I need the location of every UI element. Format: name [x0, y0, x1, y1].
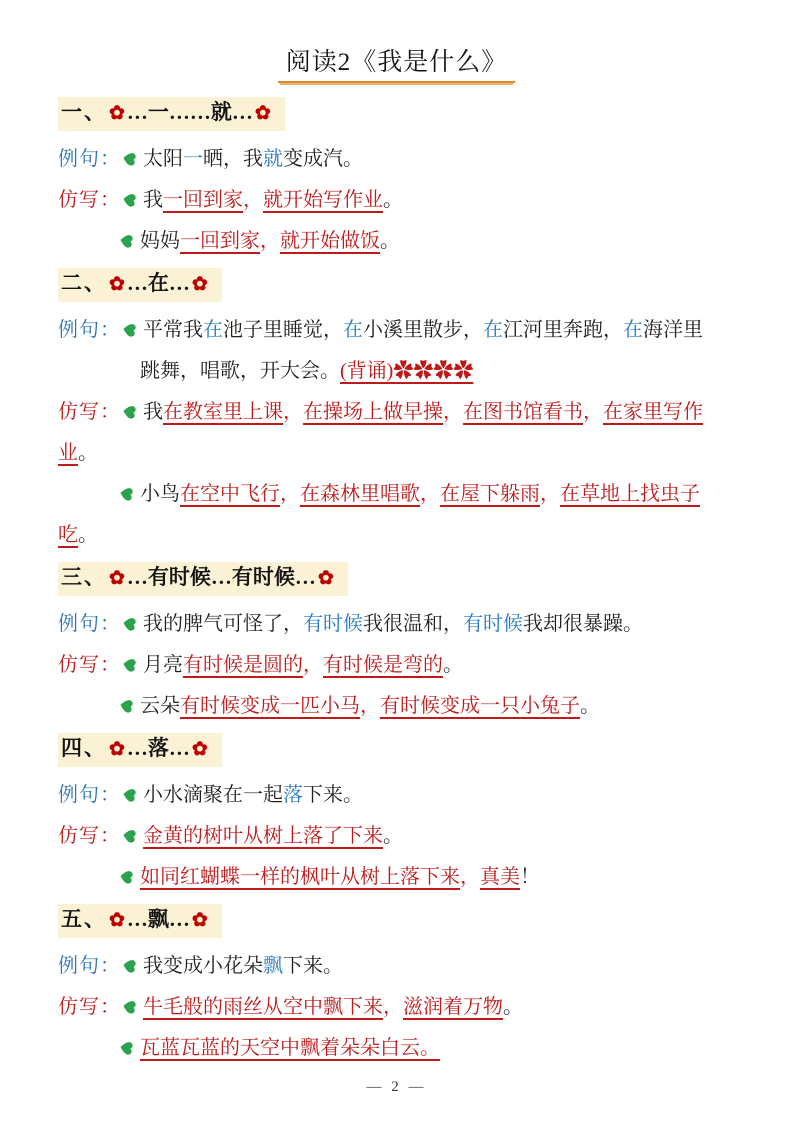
example-sentence-row — [58, 316, 735, 344]
imitation-label: 仿写： — [58, 654, 121, 676]
additional-sentence-row — [58, 692, 735, 720]
example-sentence-row — [58, 610, 735, 638]
sentence-text: 业。 — [58, 442, 98, 464]
page-number: — 2 — — [366, 1079, 427, 1095]
additional-sentence-row — [58, 863, 735, 891]
imitation-sentence-row — [58, 993, 735, 1021]
imitation-label: 仿写： — [58, 825, 121, 847]
imitation-sentence-row — [58, 186, 735, 214]
leaf-bullet-icon — [121, 957, 143, 975]
sentence-text: 云朵有时候变成一匹小马，有时候变成一只小兔子。 — [140, 695, 600, 717]
sentence-text: 如同红蝴蝶一样的枫叶从树上落下来，真美！ — [140, 866, 540, 888]
section-number: 三、 — [61, 565, 107, 589]
page-title: 阅读2《我是什么》 — [278, 42, 516, 83]
leaf-bullet-icon — [118, 232, 140, 250]
imitation-sentence-row — [58, 398, 735, 426]
sentence-text: 平常我在池子里睡觉，在小溪里散步，在江河里奔跑，在海洋里 — [143, 319, 703, 341]
section-number: 二、 — [61, 271, 107, 295]
leaf-bullet-icon — [121, 656, 143, 674]
additional-sentence-row — [58, 1034, 735, 1062]
section-pattern: …落… — [126, 736, 190, 760]
sentence-text: 吃。 — [58, 524, 98, 546]
flower-icon: ✿ — [191, 739, 208, 760]
flower-icon: ✿ — [191, 274, 208, 295]
imitation-sentence-row — [58, 651, 735, 679]
leaf-bullet-icon — [118, 868, 140, 886]
flower-icon: ✿ — [317, 568, 334, 589]
flower-icon: ✿ — [254, 103, 271, 124]
flower-icon: ✿ — [109, 103, 125, 124]
example-sentence-row — [58, 781, 735, 809]
leaf-bullet-icon — [121, 827, 143, 845]
flower-icon: ✿ — [109, 274, 125, 295]
leaf-bullet-icon — [121, 615, 143, 633]
wrapped-line-row — [58, 439, 735, 467]
leaf-bullet-icon — [121, 403, 143, 421]
leaf-bullet-icon — [118, 697, 140, 715]
sentence-text: 我变成小花朵飘下来。 — [143, 955, 343, 977]
sentence-text: 瓦蓝瓦蓝的天空中飘着朵朵白云。 — [140, 1037, 440, 1059]
section-pattern: …在… — [126, 271, 190, 295]
example-label: 例句： — [58, 613, 121, 635]
section-pattern: …飘… — [126, 907, 190, 931]
leaf-bullet-icon — [121, 786, 143, 804]
imitation-label: 仿写： — [58, 996, 121, 1018]
section-pattern: …有时候…有时候… — [126, 565, 316, 589]
wrapped-line-row — [58, 521, 735, 549]
sentence-text: 小鸟在空中飞行，在森林里唱歌，在屋下躲雨，在草地上找虫子 — [140, 483, 700, 505]
leaf-bullet-icon — [121, 150, 143, 168]
flower-icon: ✿ — [109, 568, 125, 589]
example-sentence-row — [58, 952, 735, 980]
imitation-sentence-row — [58, 822, 735, 850]
imitation-label: 仿写： — [58, 189, 121, 211]
sentence-text: 跳舞，唱歌，开大会。(背诵)✿✿✿✿ — [140, 360, 474, 382]
sentence-text: 我的脾气可怪了，有时候我很温和，有时候我却很暴躁。 — [143, 613, 643, 635]
section-heading — [58, 904, 222, 938]
sentence-text: 月亮有时候是圆的，有时候是弯的。 — [143, 654, 463, 676]
sentence-text: 太阳一晒，我就变成汽。 — [143, 148, 363, 170]
section-heading — [58, 97, 285, 131]
section-pattern: …一……就… — [126, 100, 253, 124]
section-number: 一、 — [61, 100, 107, 124]
leaf-bullet-icon — [121, 321, 143, 339]
additional-sentence-row — [58, 227, 735, 255]
imitation-label: 仿写： — [58, 401, 121, 423]
section-heading — [58, 733, 222, 767]
flower-icon: ✿ — [109, 739, 125, 760]
additional-sentence-row — [58, 357, 735, 385]
leaf-bullet-icon — [121, 191, 143, 209]
section-number: 四、 — [61, 736, 107, 760]
section-heading — [58, 562, 348, 596]
example-label: 例句： — [58, 148, 121, 170]
section-number: 五、 — [61, 907, 107, 931]
sentence-text: 妈妈一回到家，就开始做饭。 — [140, 230, 400, 252]
flower-icon: ✿ — [191, 910, 208, 931]
sentence-text: 我一回到家，就开始写作业。 — [143, 189, 403, 211]
leaf-bullet-icon — [118, 485, 140, 503]
title-area — [58, 42, 735, 83]
sentence-text: 小水滴聚在一起落下来。 — [143, 784, 363, 806]
worksheet-body — [58, 97, 735, 1062]
sentence-text: 我在教室里上课，在操场上做早操，在图书馆看书，在家里写作 — [143, 401, 703, 423]
example-label: 例句： — [58, 784, 121, 806]
example-sentence-row — [58, 145, 735, 173]
sentence-text: 金黄的树叶从树上落了下来。 — [143, 825, 403, 847]
additional-sentence-row — [58, 480, 735, 508]
example-label: 例句： — [58, 319, 121, 341]
section-heading — [58, 268, 222, 302]
example-label: 例句： — [58, 955, 121, 977]
flower-icon: ✿ — [109, 910, 125, 931]
leaf-bullet-icon — [118, 1039, 140, 1057]
sentence-text: 牛毛般的雨丝从空中飘下来，滋润着万物。 — [143, 996, 523, 1018]
leaf-bullet-icon — [121, 998, 143, 1016]
